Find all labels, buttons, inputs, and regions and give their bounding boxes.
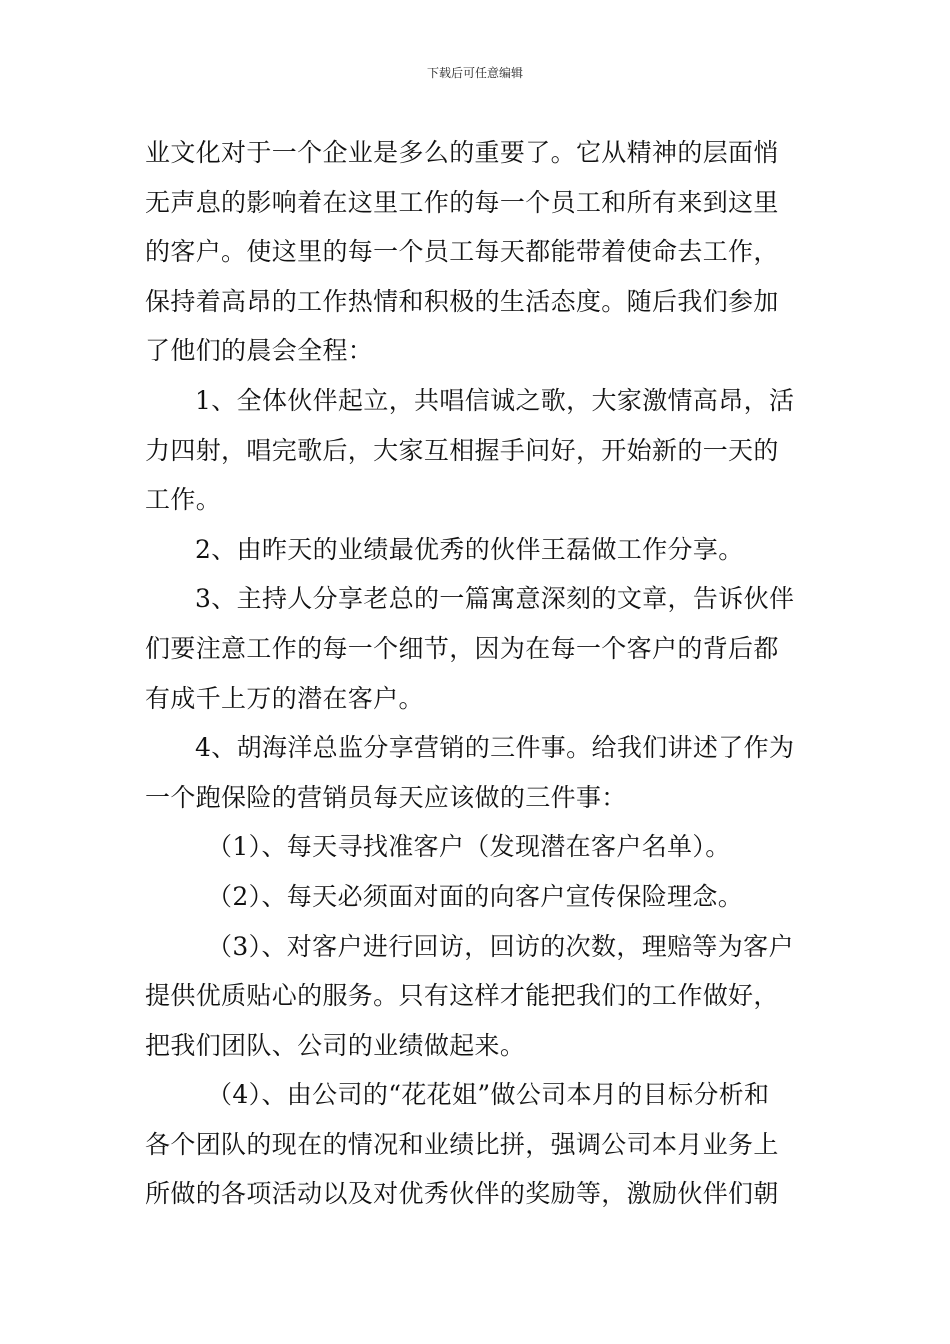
text-line: 的客户。使这里的每一个员工每天都能带着使命去工作， bbox=[145, 237, 779, 267]
text-line: 4、胡海洋总监分享营销的三件事。给我们讲述了作为 bbox=[195, 733, 795, 763]
text-line: 有成千上万的潜在客户。 bbox=[145, 683, 424, 713]
text-line: 力四射，唱完歌后，大家互相握手问好，开始新的一天的 bbox=[145, 435, 779, 465]
text-line: （3）、对客户进行回访，回访的次数，理赔等为客户 bbox=[207, 931, 794, 961]
text-line: 3、主持人分享老总的一篇寓意深刻的文章，告诉伙伴 bbox=[195, 584, 795, 614]
text-line: 各个团队的现在的情况和业绩比拼，强调公司本月业务上 bbox=[145, 1129, 779, 1159]
text-line: 一个跑保险的营销员每天应该做的三件事： bbox=[145, 782, 627, 812]
text-line: （2）、每天必须面对面的向客户宣传保险理念。 bbox=[207, 881, 744, 911]
text-line: 们要注意工作的每一个细节，因为在每一个客户的背后都 bbox=[145, 633, 779, 663]
text-line: 2、由昨天的业绩最优秀的伙伴王磊做工作分享。 bbox=[195, 534, 744, 564]
text-line: （1）、每天寻找准客户（发现潜在客户名单）。 bbox=[207, 832, 731, 862]
text-line: 把我们团队、公司的业绩做起来。 bbox=[145, 1030, 526, 1060]
document-body bbox=[145, 128, 807, 1219]
page-header: 下载后可任意编辑 bbox=[426, 66, 523, 80]
text-line: （4）、由公司的“花花姐”做公司本月的目标分析和 bbox=[207, 1080, 770, 1110]
text-line: 保持着高昂的工作热情和积极的生活态度。随后我们参加 bbox=[145, 286, 779, 316]
text-line: 无声息的影响着在这里工作的每一个员工和所有来到这里 bbox=[145, 187, 779, 217]
text-line: 1、全体伙伴起立，共唱信诚之歌，大家激情高昂，活 bbox=[195, 385, 795, 415]
text-line: 提供优质贴心的服务。只有这样才能把我们的工作做好， bbox=[145, 981, 779, 1011]
text-line: 业文化对于一个企业是多么的重要了。它从精神的层面悄 bbox=[145, 138, 779, 167]
text-line: 所做的各项活动以及对优秀伙伴的奖励等，激励伙伴们朝 bbox=[145, 1179, 779, 1209]
text-line: 了他们的晨会全程： bbox=[145, 336, 374, 366]
text-line: 工作。 bbox=[145, 485, 222, 515]
